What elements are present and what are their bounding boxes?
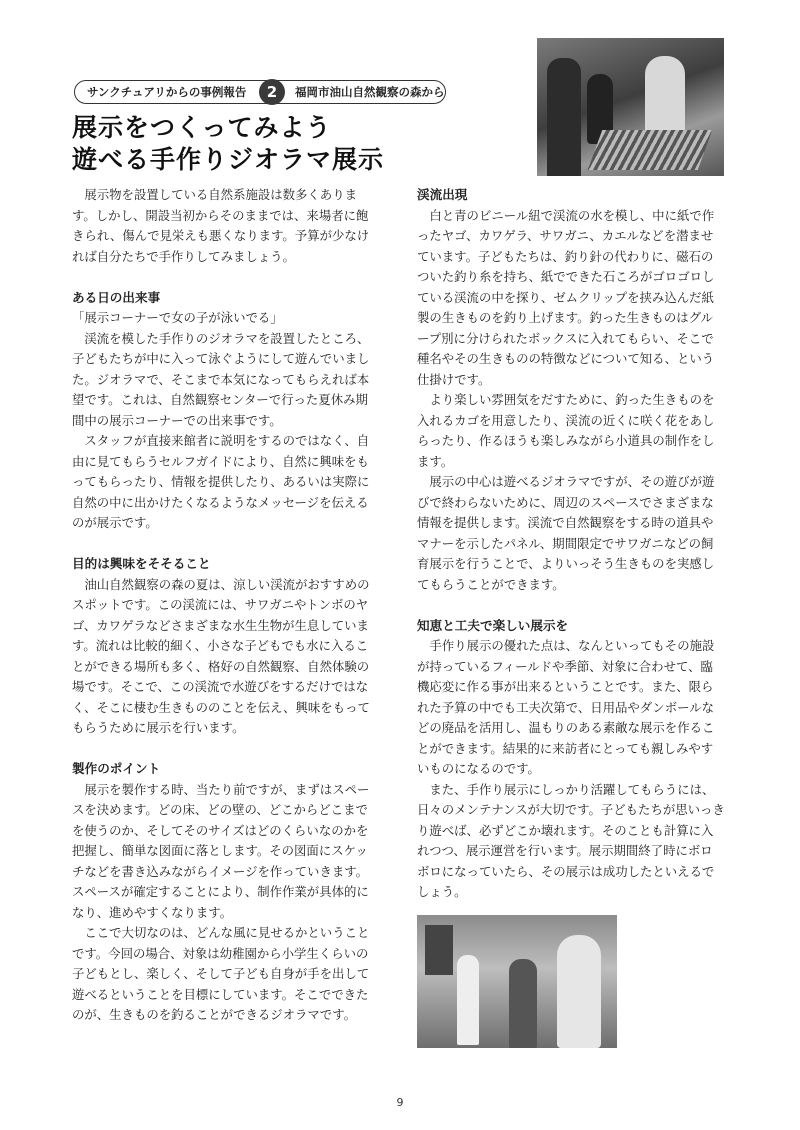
- left-column: [72, 185, 380, 1026]
- photo-children-exhibit: [417, 915, 617, 1048]
- report-number-badge: 2: [259, 79, 285, 105]
- paragraph: 手作り展示の優れた点は、なんといってもその施設が持っているフィールドや季節、対象に合わせて、臨機応変に作る事が出来るということです。また、限られた予算の中でも工夫次第で、日用品やダンボールなどの廃品を活用し、温もりのある素敵な展示を作ることができます。結果的に来訪者にとっても親しみやすいものになるのです。: [417, 638, 715, 776]
- title-line-2: 遊べる手作りジオラマ展示: [72, 145, 385, 174]
- article-title: [72, 112, 384, 176]
- photo-diorama-play: [537, 38, 724, 176]
- paragraph: 渓流を模した手作りのジオラマを設置したところ、子どもたちが中に入って泳ぐようにして遊んでいました。ジオラマで、そこまで本気になってもらえれば本望です。これは、自然観察センターで行った夏休み期間中の展示コーナーでの出来事です。: [72, 330, 370, 428]
- paragraph: また、手作り展示にしっかり活躍してもらうには、日々のメンテナンスが大切です。子どもたちが思いっきり遊べば、必ずどこか壊れます。そのことも計算に入れつつ、展示運営を行います。展示期間終了時にボロボロになっていたら、その展示は成功したといえるでしょう。: [417, 781, 725, 899]
- section-heading-incident: ある日の出来事: [72, 289, 161, 305]
- right-column: [417, 185, 725, 903]
- section-heading-stream: 渓流出現: [417, 187, 468, 202]
- paragraph: ここで大切なのは、どんな風に見せるかということです。今回の場合、対象は幼稚園から小学生くらいの子どもとし、楽しく、そして子ども自身が手を出して遊べるということを目標にしています。そこでできたのが、生きものを釣ることができるジオラマです。: [72, 925, 370, 1022]
- intro-paragraph: 展示物を設置している自然系施設は数多くあります。しかし、開設当初からそのままでは、来場者に飽きられ、傷んで見栄えも悪くなります。予算が少なければ自分たちで手作りしてみましょう。: [72, 187, 370, 264]
- title-line-1: 展示をつくってみよう: [72, 113, 332, 142]
- series-header: [74, 80, 446, 104]
- paragraph: 油山自然観察の森の夏は、涼しい渓流がおすすめのスポットです。この渓流には、サワガニやトンボのヤゴ、カワゲラなどさまざまな水生生物が生息しています。流れは比較的細く、小さな子どもでも水に入ることができる場所も多く、格好の自然観察、自然体験の場です。そこで、この渓流で水遊びをするだけではなく、そこに棲む生きもののことを伝え、興味をもってもらうために展示を行います。: [72, 576, 370, 735]
- section-heading-production: 製作のポイント: [72, 761, 161, 776]
- report-place: 福岡市油山自然観察の森から: [295, 85, 445, 99]
- paragraph: より楽しい雰囲気をだすために、釣った生きものを入れるカゴを用意したり、渓流の近くに咲く花をあしらったり、作るほうも楽しみながら小道具の制作をします。: [417, 392, 715, 469]
- section-heading-ideas: 知恵と工夫で楽しい展示を: [417, 617, 569, 633]
- paragraph: 白と青のビニール紐で渓流の水を模し、中に紙で作ったヤゴ、カワゲラ、サワガニ、カエルなどを潜ませています。子どもたちは、釣り針の代わりに、磁石のついた釣り糸を持ち、紙でできた石ころがゴロゴロしている渓流の中を探り、ゼムクリップを挟み込んだ紙製の生きものを釣り上げます。釣った生きものはグループ別に分けられたボックスに入れてもらい、そこで種名やその生きものの特徴などについて知る、という仕掛けです。: [417, 207, 715, 387]
- paragraph: 展示を製作する時、当たり前ですが、まずはスペースを決めます。どの床、どの壁の、どこからどこまでを使うのか、そしてそのサイズはどのくらいなのかを把握し、簡単な図面に落とします。その図面にスケッチなどを書き込みながらイメージを作っていきます。スペースが確定することにより、制作作業が具体的になり、進めやすくなります。: [72, 781, 370, 920]
- paragraph: スタッフが直接来館者に説明をするのではなく、自由に見てもらうセルフガイドにより、自然に興味をもってもらったり、情報を提供したり、あるいは実際に自然の中に出かけたくなるようなメッセージを伝えるのが展示です。: [72, 433, 370, 530]
- section-heading-purpose: 目的は興味をそそること: [72, 556, 211, 571]
- page-number: 9: [396, 1096, 404, 1109]
- paragraph: 展示の中心は遊べるジオラマですが、その遊びが遊びで終わらないために、周辺のスペースでさまざまな情報を提供します。渓流で自然観察をする時の道具やマナーを示したパネル、期間限定でサワガニなどの飼育展示を行うことで、よりいっそう生きものを実感してもらうことができます。: [417, 474, 715, 592]
- incident-quote: 「展示コーナーで女の子が泳いでる」: [72, 310, 283, 325]
- series-label: サンクチュアリからの事例報告: [87, 85, 247, 99]
